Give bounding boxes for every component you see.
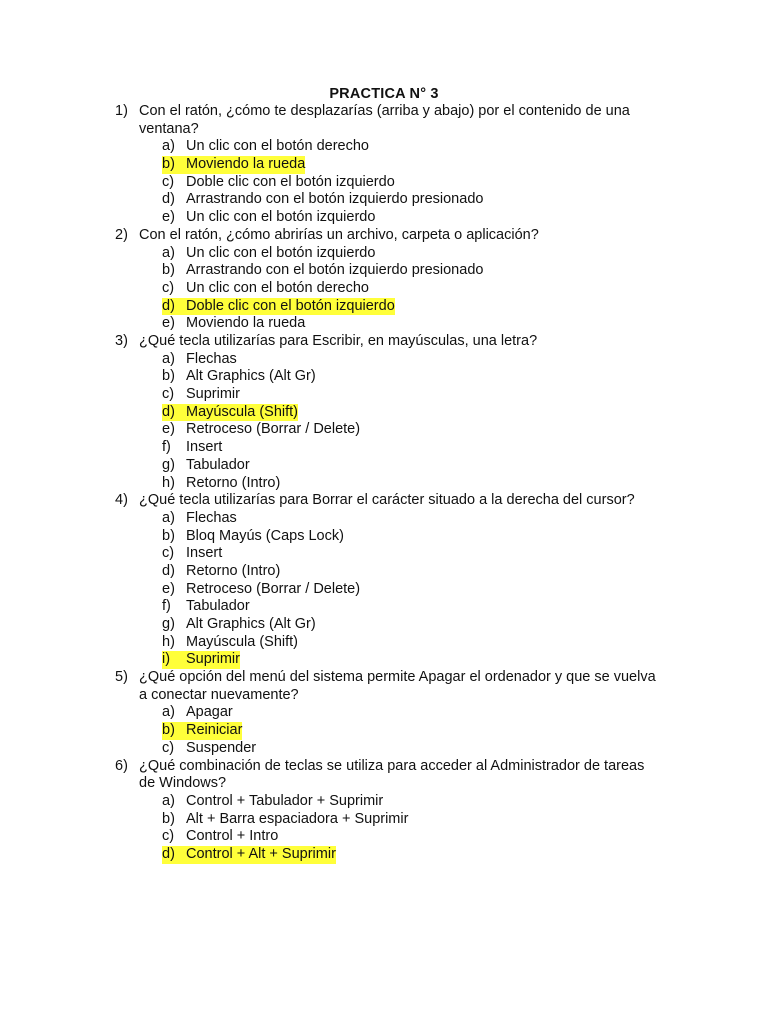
option-text: Apagar xyxy=(186,704,233,721)
option xyxy=(0,704,768,722)
option-letter: b) xyxy=(162,810,175,827)
option-text: Alt Graphics (Alt Gr) xyxy=(186,616,316,633)
question-1 xyxy=(0,103,768,227)
option xyxy=(0,545,768,563)
answer xyxy=(162,581,360,599)
option-text: Flechas xyxy=(186,350,237,367)
option-text: Suprimir xyxy=(186,651,240,668)
question-text: ¿Qué tecla utilizarías para Escribir, en mayúsculas, una letra? xyxy=(139,332,538,349)
option xyxy=(0,191,768,209)
question-4 xyxy=(0,492,768,669)
option-letter: h) xyxy=(162,633,175,650)
option xyxy=(0,811,768,829)
option-text: Arrastrando con el botón izquierdo presionado xyxy=(186,262,484,279)
answer xyxy=(162,421,360,439)
question-5 xyxy=(0,669,768,757)
option-letter: b) xyxy=(162,262,175,279)
highlighted-answer xyxy=(162,298,395,316)
option-letter: c) xyxy=(162,739,175,756)
option xyxy=(0,616,768,634)
option-letter: h) xyxy=(162,474,175,491)
option-letter: a) xyxy=(162,704,175,721)
question-6 xyxy=(0,758,768,864)
option xyxy=(0,262,768,280)
answer xyxy=(162,563,280,581)
option-letter: d) xyxy=(162,562,175,579)
answer xyxy=(162,439,222,457)
option-letter: b) xyxy=(162,722,175,739)
option xyxy=(0,457,768,475)
highlighted-answer xyxy=(162,651,240,669)
question-2 xyxy=(0,227,768,333)
option-letter: g) xyxy=(162,616,175,633)
option xyxy=(0,209,768,227)
option xyxy=(0,563,768,581)
option xyxy=(0,386,768,404)
option-letter: d) xyxy=(162,846,175,863)
option-letter: d) xyxy=(162,297,175,314)
option xyxy=(0,634,768,652)
answer xyxy=(162,457,250,475)
option-text: Alt Graphics (Alt Gr) xyxy=(186,368,316,385)
option xyxy=(0,793,768,811)
answer xyxy=(162,138,369,156)
question-list xyxy=(0,103,768,864)
option xyxy=(0,510,768,528)
option-text: Moviendo la rueda xyxy=(186,315,306,332)
option xyxy=(0,740,768,758)
option-text: Un clic con el botón izquierdo xyxy=(186,244,376,261)
answer xyxy=(162,368,316,386)
answer xyxy=(162,704,233,722)
option-letter: c) xyxy=(162,545,175,562)
answer xyxy=(162,174,395,192)
option-letter: b) xyxy=(162,368,175,385)
option xyxy=(0,439,768,457)
option xyxy=(0,475,768,493)
answer xyxy=(162,528,344,546)
option-text: Moviendo la rueda xyxy=(186,156,306,173)
option xyxy=(0,245,768,263)
option-letter: b) xyxy=(162,156,175,173)
option-letter: c) xyxy=(162,828,175,845)
option-text: Un clic con el botón derecho xyxy=(186,138,369,155)
question-row xyxy=(0,333,659,351)
question-number: 6) xyxy=(115,757,128,774)
option-correct xyxy=(0,156,768,174)
option-text: Control + Intro xyxy=(186,828,279,845)
question-text: ¿Qué combinación de teclas se utiliza para acceder al Administrador de tareas de Windows? xyxy=(139,757,645,792)
question-number: 3) xyxy=(115,332,128,349)
answer xyxy=(162,191,483,209)
option-letter: g) xyxy=(162,456,175,473)
option-correct xyxy=(0,404,768,422)
option xyxy=(0,174,768,192)
option-text: Retorno (Intro) xyxy=(186,562,281,579)
option-text: Retroceso (Borrar / Delete) xyxy=(186,580,361,597)
option-text: Reiniciar xyxy=(186,722,243,739)
option-correct xyxy=(0,651,768,669)
option-text: Suprimir xyxy=(186,386,240,403)
option-text: Tabulador xyxy=(186,598,250,615)
option-text: Insert xyxy=(186,439,223,456)
answer xyxy=(162,616,316,634)
highlighted-answer xyxy=(162,404,298,422)
option xyxy=(0,351,768,369)
question-number: 4) xyxy=(115,492,128,509)
option-letter: f) xyxy=(162,439,171,456)
question-text: ¿Qué opción del menú del sistema permite Apagar el ordenador y que se vuelva a conectar nuevamente? xyxy=(139,669,656,703)
option-letter: d) xyxy=(162,403,175,420)
option-text: Suspender xyxy=(186,739,257,756)
option xyxy=(0,528,768,546)
highlighted-answer xyxy=(162,156,305,174)
answer xyxy=(162,245,375,263)
option-letter: a) xyxy=(162,350,175,367)
answer xyxy=(162,793,383,811)
answer xyxy=(162,315,305,333)
option-text: Flechas xyxy=(186,509,237,526)
option-letter: c) xyxy=(162,173,175,190)
question-3 xyxy=(0,333,768,492)
question-text: Con el ratón, ¿cómo te desplazarías (arriba y abajo) por el contenido de una ventana? xyxy=(139,103,630,137)
option-text: Doble clic con el botón izquierdo xyxy=(186,297,395,314)
option-letter: a) xyxy=(162,509,175,526)
highlighted-answer xyxy=(162,846,336,864)
question-row xyxy=(0,669,659,704)
question-row xyxy=(0,103,659,138)
option-text: Doble clic con el botón izquierdo xyxy=(186,173,395,190)
question-row xyxy=(0,758,659,793)
option-text: Insert xyxy=(186,545,223,562)
option-text: Tabulador xyxy=(186,456,250,473)
answer xyxy=(162,740,256,758)
option-letter: e) xyxy=(162,580,175,597)
answer xyxy=(162,351,237,369)
question-row xyxy=(0,227,659,245)
page-title: PRACTICA N° 3 xyxy=(329,86,439,102)
option-text: Control + Alt + Suprimir xyxy=(186,846,336,863)
option-correct xyxy=(0,722,768,740)
option xyxy=(0,581,768,599)
option xyxy=(0,280,768,298)
option-letter: a) xyxy=(162,792,175,809)
question-row xyxy=(0,492,659,510)
option-correct xyxy=(0,846,768,864)
answer xyxy=(162,811,408,829)
option xyxy=(0,138,768,156)
question-text: Con el ratón, ¿cómo abrirías un archivo, carpeta o aplicación? xyxy=(139,226,539,243)
option-text: Retroceso (Borrar / Delete) xyxy=(186,421,361,438)
option xyxy=(0,828,768,846)
option-correct xyxy=(0,298,768,316)
answer xyxy=(162,209,375,227)
question-number: 5) xyxy=(115,669,128,686)
option-text: Un clic con el botón derecho xyxy=(186,279,369,296)
option-letter: i) xyxy=(162,651,171,668)
option-text: Control + Tabulador + Suprimir xyxy=(186,792,384,809)
highlighted-answer xyxy=(162,722,242,740)
answer xyxy=(162,545,222,563)
option xyxy=(0,598,768,616)
answer xyxy=(162,634,298,652)
option-text: Bloq Mayús (Caps Lock) xyxy=(186,527,344,544)
option-letter: c) xyxy=(162,386,175,403)
option-text: Retorno (Intro) xyxy=(186,474,281,491)
answer xyxy=(162,828,278,846)
option-letter: e) xyxy=(162,421,175,438)
answer xyxy=(162,475,280,493)
answer xyxy=(162,386,240,404)
question-text: ¿Qué tecla utilizarías para Borrar el carácter situado a la derecha del cursor? xyxy=(139,492,635,509)
option xyxy=(0,368,768,386)
option-text: Un clic con el botón izquierdo xyxy=(186,209,376,226)
answer xyxy=(162,280,369,298)
option-text: Mayúscula (Shift) xyxy=(186,633,299,650)
option-letter: e) xyxy=(162,209,175,226)
option-letter: e) xyxy=(162,315,175,332)
option-letter: c) xyxy=(162,279,175,296)
option xyxy=(0,315,768,333)
question-number: 2) xyxy=(115,226,128,243)
answer xyxy=(162,510,237,528)
option-letter: b) xyxy=(162,527,175,544)
option-text: Arrastrando con el botón izquierdo presionado xyxy=(186,191,484,208)
option-text: Mayúscula (Shift) xyxy=(186,403,299,420)
option-letter: a) xyxy=(162,244,175,261)
option xyxy=(0,421,768,439)
answer xyxy=(162,598,250,616)
option-letter: f) xyxy=(162,598,171,615)
answer xyxy=(162,262,483,280)
option-letter: d) xyxy=(162,191,175,208)
option-letter: a) xyxy=(162,138,175,155)
question-number: 1) xyxy=(115,103,128,119)
option-text: Alt + Barra espaciadora + Suprimir xyxy=(186,810,409,827)
